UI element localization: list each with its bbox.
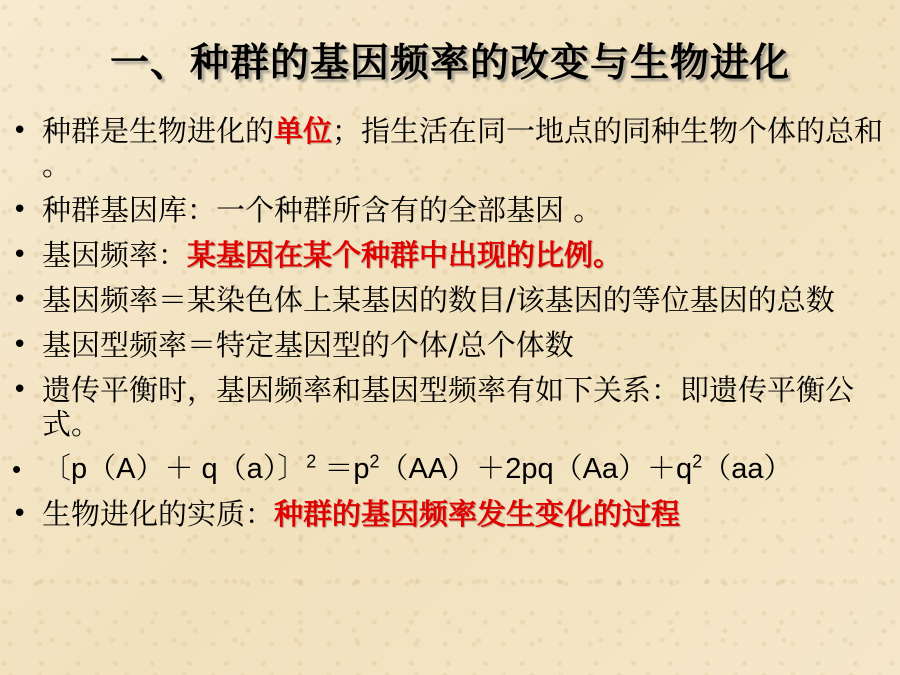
highlight-text: 单位: [274, 114, 333, 148]
formula-text: （aa）: [702, 453, 793, 485]
item-text: 基因频率＝某染色体上某基因的数目/该基因的等位基因的总数: [42, 283, 835, 317]
item-text: 遗传平衡时，基因频率和基因型频率有如下关系：即遗传平衡公式。: [42, 373, 855, 441]
item-text: 基因频率：: [42, 238, 188, 272]
highlight-text: 种群的基因频率发生变化的过程: [274, 497, 681, 531]
slide-title: 一、种群的基因频率的改变与生物进化: [109, 41, 790, 86]
list-item: [0, 238, 900, 272]
formula-text: 〔p（A）＋ q（a）〕: [42, 453, 307, 485]
bullet-list: [0, 114, 900, 542]
list-item: [0, 193, 900, 227]
list-item: [0, 497, 900, 531]
item-text: 种群基因库：一个种群所含有的全部基因 。: [42, 193, 603, 227]
formula-text: ＝p: [316, 453, 370, 485]
bullet-icon: •: [12, 499, 28, 529]
item-text: 生物进化的实质：: [42, 497, 275, 531]
list-item: [0, 114, 900, 182]
bullet-icon: •: [12, 240, 28, 270]
item-text: ；指生活在同一地点的同种生物个体的总和 。: [42, 114, 884, 182]
list-item: [0, 373, 900, 441]
formula-item: [0, 452, 900, 486]
list-item: [0, 283, 900, 317]
bullet-icon: •: [12, 285, 28, 315]
highlight-text: 某基因在某个种群中出现的比例。: [187, 238, 623, 272]
formula-exponent: 2: [692, 451, 703, 472]
bullet-icon: •: [12, 454, 22, 484]
bullet-icon: •: [12, 116, 28, 146]
item-text: 基因型频率＝特定基因型的个体/总个体数: [42, 328, 574, 362]
formula-exponent: 2: [369, 451, 380, 472]
formula-exponent: 2: [306, 451, 317, 472]
bullet-icon: •: [12, 195, 28, 225]
formula-text: （AA）＋2pq（Aa）＋q: [379, 453, 693, 485]
bullet-icon: •: [12, 375, 28, 405]
list-item: [0, 328, 900, 362]
item-text: 种群是生物进化的: [42, 114, 275, 148]
bullet-icon: •: [12, 330, 28, 360]
